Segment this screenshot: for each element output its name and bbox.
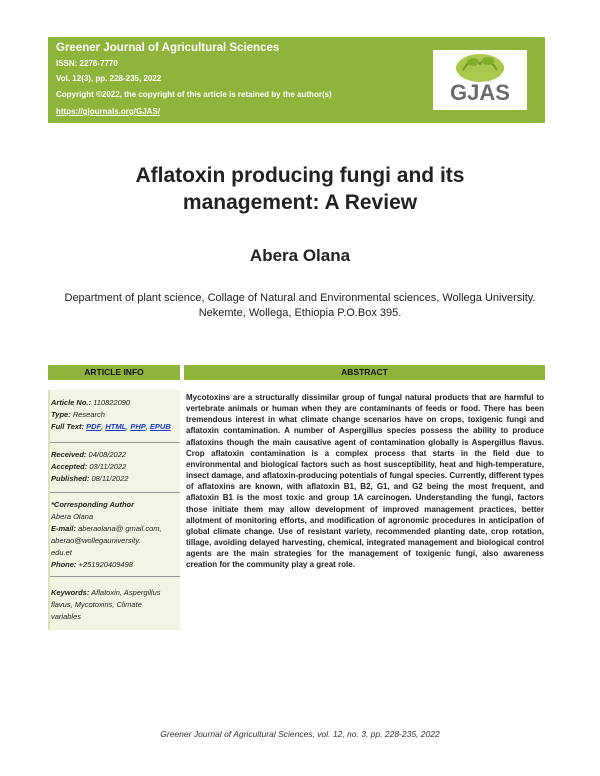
- volume-info: Vol. 12(3), pp. 228-235, 2022: [56, 74, 162, 83]
- article-type: Type: Research: [51, 410, 105, 419]
- email-line-2: aberao@wollegauniversity.: [51, 536, 141, 545]
- divider: [50, 576, 180, 577]
- received-date: Received: 04/08/2022: [51, 450, 127, 459]
- page-footer: Greener Journal of Agricultural Sciences, vol. 12, no. 3, pp. 228-235, 2022: [160, 729, 440, 739]
- article-number: Article No.: 110822090: [51, 398, 131, 407]
- article-title: [50, 162, 550, 216]
- keywords-line-1: Keywords: Aflatoxin, Aspergillus: [51, 588, 161, 597]
- accepted-date: Accepted: 03/11/2022: [51, 462, 127, 471]
- title-line-2: management: A Review: [182, 191, 418, 214]
- journal-link[interactable]: https://gjournals.org/GJAS/: [56, 107, 161, 116]
- corresponding-author-name: Abera Olana: [51, 512, 94, 521]
- php-link[interactable]: PHP: [130, 422, 146, 431]
- email-line-3: edu.et: [51, 548, 72, 557]
- divider: [50, 492, 180, 493]
- abstract-text: Mycotoxins are a structurally dissimilar group of fungal natural products that are harmful to vertebrate animals or human when they are contaminants of feeds or food. There has been tremendous interest in what climate change scenarios have on crops, toxigenic fungi and aflatoxin contamination. A number of Aspergillus species possess the ability to produce aflatoxins though the main causative agent of contamination globally is Aspergillus flavus. Crop aflatoxin contamination is a complex process that starts in the field due to environmental and biological factors such as host susceptibility, heat and high-temperature, insect damage, and aflatoxin-producing potentials of fungal species. Currently, different types of aflatoxins are known, with aflatoxin B1, B2, G1, and G2 being the most frequent, and aflatoxin B1 is the most toxic and group 1A carcinogen. Understanding the fungi, factors those initiate them may allow development of improved management practices, better allotment of monitoring efforts, and modification of agronomic procedures in anticipation of global climate change. Use of resistant variety, recommended planting date, crop rotation, tillage, avoiding delayed harvesting, chemical, integrated management and biological control agents are the main strategies for the management of toxigenic fungi, also awareness creation for the community play a great role.: [186, 393, 544, 570]
- affiliation-line-1: Department of plant science, Collage of Natural and Environmental sciences, Wollega University.: [64, 292, 536, 304]
- author-name: Abera Olana: [249, 246, 351, 265]
- published-date: Published: 08/11/2022: [51, 474, 129, 483]
- journal-header: [48, 37, 545, 123]
- keywords-line-3: variables: [51, 612, 82, 621]
- title-line-1: Aflatoxin producing fungi and its: [135, 164, 465, 187]
- journal-title: Greener Journal of Agricultural Sciences: [56, 42, 280, 54]
- corresponding-author-label: *Corresponding Author: [51, 500, 135, 509]
- article-info-panel: [48, 390, 180, 630]
- issn: ISSN: 2276-7770: [56, 59, 118, 68]
- pdf-link[interactable]: PDF: [86, 422, 102, 431]
- email-line-1: E-mail: aberaolana@ gmail.com,: [51, 524, 162, 533]
- svg-text:GJAS: GJAS: [450, 80, 510, 105]
- keywords-line-2: flavus, Mycotoxins, Climate: [51, 600, 142, 609]
- journal-logo: [433, 50, 527, 110]
- gjas-logo-icon: [433, 50, 527, 110]
- article-info-heading: ARTICLE INFO: [48, 365, 180, 380]
- full-text-links: Full Text: PDF, HTML, PHP, EPUB: [51, 422, 171, 431]
- copyright-notice: Copyright ©2022, the copyright of this article is retained by the author(s): [56, 90, 332, 99]
- phone: Phone: +251920409498: [51, 560, 133, 569]
- affiliation-line-2: Nekemte, Wollega, Ethiopia P.O.Box 395.: [198, 307, 402, 319]
- author-affiliation: [20, 291, 580, 321]
- html-link[interactable]: HTML: [105, 422, 127, 431]
- abstract-heading: ABSTRACT: [184, 365, 545, 380]
- divider: [50, 442, 180, 443]
- epub-link[interactable]: EPUB: [149, 422, 171, 431]
